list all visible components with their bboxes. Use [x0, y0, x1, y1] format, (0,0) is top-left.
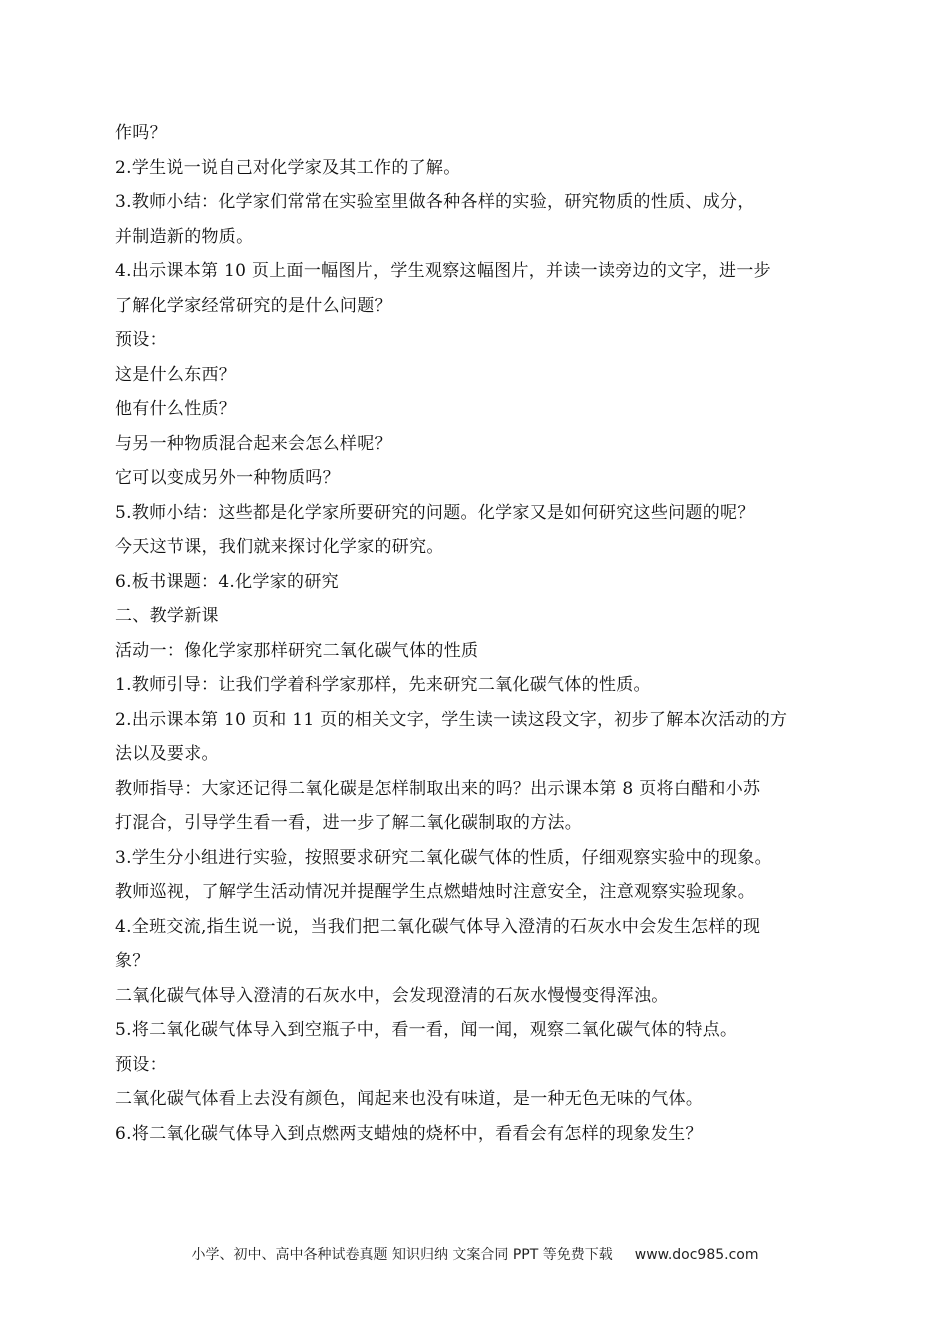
text-line: 与另一种物质混合起来会怎么样呢？	[115, 433, 392, 454]
text-line: 他有什么性质？	[115, 399, 237, 419]
section-heading: 二、教学新课	[115, 606, 219, 626]
text-line: 2.学生说一说自己对化学家及其工作的了解。	[115, 157, 461, 178]
page-footer	[0, 1244, 950, 1264]
text-line: 2.出示课本第 10 页和 11 页的相关文字，学生读一读这段文字，初步了解本次活动的方	[115, 709, 788, 730]
text-line: 象？	[115, 951, 150, 971]
text-line: 作吗？	[115, 123, 167, 143]
text-line: 5.将二氧化碳气体导入到空瓶子中，看一看，闻一闻，观察二氧化碳气体的特点。	[115, 1020, 738, 1040]
document-body	[115, 116, 840, 1151]
footer-url-link[interactable]: www.doc985.com	[634, 1247, 759, 1263]
text-line: 二氧化碳气体导入澄清的石灰水中，会发现澄清的石灰水慢慢变得浑浊。	[115, 985, 669, 1006]
text-line: 今天这节课，我们就来探讨化学家的研究。	[115, 537, 444, 557]
text-line: 6.板书课题：4.化学家的研究	[115, 571, 339, 592]
text-line: 4.出示课本第 10 页上面一幅图片，学生观察这幅图片，并读一读旁边的文字，进一步	[115, 261, 771, 281]
text-line: 这是什么东西？	[115, 364, 237, 385]
text-line: 教师指导：大家还记得二氧化碳是怎样制取出来的吗？出示课本第 8 页将白醋和小苏	[115, 778, 761, 799]
text-line: 4.全班交流,指生说一说，当我们把二氧化碳气体导入澄清的石灰水中会发生怎样的现	[115, 916, 761, 937]
text-line: 打混合，引导学生看一看，进一步了解二氧化碳制取的方法。	[115, 813, 583, 833]
text-line: 并制造新的物质。	[115, 226, 254, 247]
text-line: 法以及要求。	[115, 744, 219, 764]
footer-text: 小学、初中、高中各种试卷真题 知识归纳 文案合同 PPT 等免费下载	[191, 1247, 613, 1263]
text-line: 二氧化碳气体看上去没有颜色，闻起来也没有味道，是一种无色无味的气体。	[115, 1089, 704, 1109]
text-line: 它可以变成另外一种物质吗？	[115, 468, 340, 488]
text-line: 预设：	[115, 1054, 167, 1075]
text-line: 1.教师引导：让我们学着科学家那样，先来研究二氧化碳气体的性质。	[115, 675, 651, 695]
text-line: 预设：	[115, 330, 167, 350]
text-line: 5.教师小结：这些都是化学家所要研究的问题。化学家又是如何研究这些问题的呢？	[115, 502, 755, 523]
text-line: 6.将二氧化碳气体导入到点燃两支蜡烛的烧杯中，看看会有怎样的现象发生？	[115, 1123, 703, 1144]
text-line: 教师巡视，了解学生活动情况并提醒学生点燃蜡烛时注意安全，注意观察实验现象。	[115, 882, 756, 902]
activity-heading: 活动一：像化学家那样研究二氧化碳气体的性质	[115, 640, 479, 661]
text-line: 3.学生分小组进行实验，按照要求研究二氧化碳气体的性质，仔细观察实验中的现象。	[115, 847, 772, 868]
text-line: 了解化学家经常研究的是什么问题？	[115, 295, 392, 316]
text-line: 3.教师小结：化学家们常常在实验室里做各种各样的实验，研究物质的性质、成分，	[115, 192, 755, 212]
